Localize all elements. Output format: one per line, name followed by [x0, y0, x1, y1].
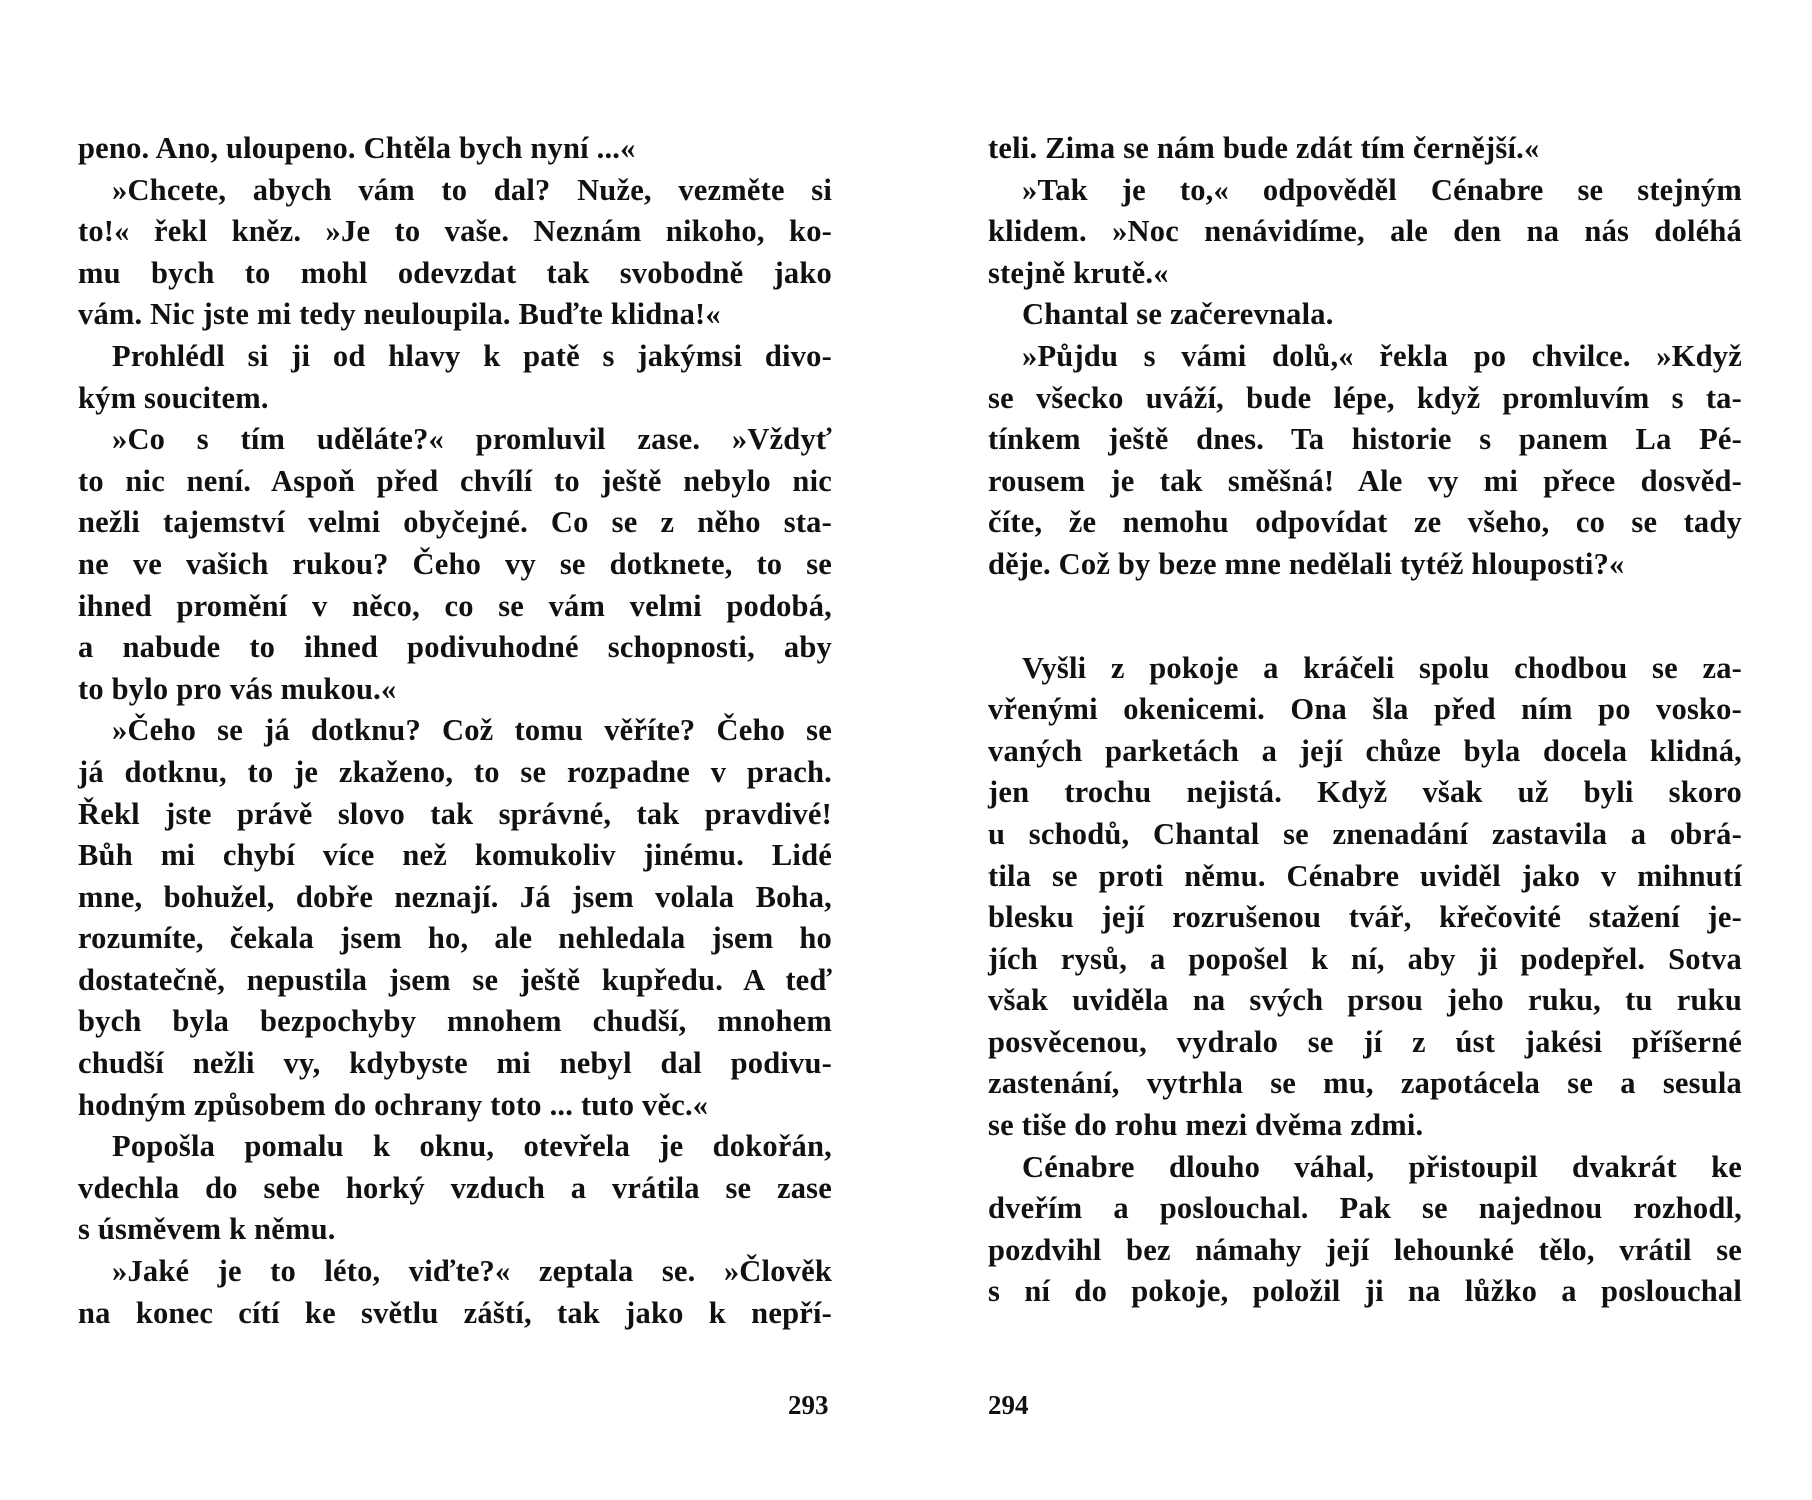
text-line: stejně krutě.«	[988, 255, 1169, 290]
text-line: posvěcenou, vydralo se jí z úst jakési příšerné	[988, 1024, 1742, 1059]
text-line: se tiše do rohu mezi dvěma zdmi.	[988, 1108, 1424, 1143]
section-break	[988, 586, 1742, 648]
text-line: s ní do pokoje, položil ji na lůžko a poslouchal	[988, 1274, 1742, 1309]
text-line: rozumíte, čekala jsem ho, ale nehledala jsem ho	[78, 921, 832, 956]
right-page-text-before-break	[988, 128, 1742, 586]
text-line: ihned promění v něco, co se vám velmi podobá,	[78, 588, 832, 623]
text-line: to nic není. Aspoň před chvílí to ještě nebylo nic	[78, 463, 832, 498]
text-line: chudší nežli vy, kdybyste mi nebyl dal podivu-	[78, 1046, 832, 1081]
text-line: ne ve vašich rukou? Čeho vy se dotknete, to se	[78, 546, 832, 581]
text-line: na konec cítí ke světlu záští, tak jako k nepří-	[78, 1295, 832, 1330]
text-line: a nabude to ihned podivuhodné schopnosti, aby	[78, 630, 832, 665]
text-line: klidem. »Noc nenávidíme, ale den na nás doléhá	[988, 214, 1742, 249]
text-line: »Půjdu s vámi dolů,« řekla po chvilce. »Když	[1022, 338, 1742, 373]
text-line: zastenání, vytrhla se mu, zapotácela se a sesula	[988, 1066, 1742, 1101]
text-line: blesku její rozrušenou tvář, křečovité stažení je-	[988, 900, 1742, 935]
text-line: jen trochu nejistá. Když však už byli skoro	[988, 775, 1742, 810]
text-line: Popošla pomalu k oknu, otevřela je dokořán,	[112, 1129, 832, 1164]
text-line: vdechla do sebe horký vzduch a vrátila se zase	[78, 1170, 832, 1205]
text-line: děje. Což by beze mne nedělali tytéž hlouposti?«	[988, 546, 1625, 581]
text-line: tila se proti němu. Cénabre uviděl jako v mihnutí	[988, 858, 1742, 893]
text-line: pozdvihl bez námahy její lehounké tělo, vrátil se	[988, 1232, 1742, 1267]
text-line: bych byla bezpochyby mnohem chudší, mnohem	[78, 1004, 832, 1039]
text-line: »Chcete, abych vám to dal? Nuže, vezměte si	[112, 172, 832, 207]
text-line: peno. Ano, uloupeno. Chtěla bych nyní ...«	[78, 131, 636, 165]
text-line: vám. Nic jste mi tedy neuloupila. Buďte klidna!«	[78, 297, 721, 332]
text-line: tínkem ještě dnes. Ta historie s panem La Pé-	[988, 422, 1742, 457]
text-line: »Jaké je to léto, viďte?« zeptala se. »Člověk	[112, 1254, 832, 1289]
text-line: se všecko uváží, bude lépe, když promluvím s ta-	[988, 380, 1742, 415]
text-line: to bylo pro vás mukou.«	[78, 671, 397, 706]
right-page-text	[988, 128, 1742, 1313]
text-line: však uviděla na svých prsou jeho ruku, tu ruku	[988, 983, 1742, 1018]
text-line: Chantal se začerevnala.	[1022, 297, 1334, 332]
text-line: vřenými okenicemi. Ona šla před ním po vosko-	[988, 692, 1742, 727]
text-line: teli. Zima se nám bude zdát tím černější.«	[988, 131, 1540, 165]
text-line: dostatečně, nepustila jsem se ještě kupředu. A teď	[78, 962, 832, 997]
text-line: jích rysů, a popošel k ní, aby ji podepřel. Sotva	[988, 941, 1742, 976]
page-number-left: 293	[788, 1390, 829, 1420]
text-line: kým soucitem.	[78, 380, 269, 415]
text-line: u schodů, Chantal se znenadání zastavila a obrá-	[988, 816, 1742, 851]
text-line: Cénabre dlouho váhal, přistoupil dvakrát ke	[1022, 1149, 1742, 1184]
text-line: Prohlédl si ji od hlavy k patě s jakýmsi divo-	[112, 338, 832, 373]
text-line: vaných parketách a její chůze byla docela klidná,	[988, 733, 1742, 768]
page-number-right: 294	[988, 1390, 1029, 1420]
text-line: to!« řekl kněz. »Je to vaše. Neznám nikoho, ko-	[78, 214, 832, 249]
text-line: »Čeho se já dotknu? Což tomu věříte? Čeho se	[112, 713, 832, 748]
text-line: Bůh mi chybí více než komukoliv jinému. Lidé	[78, 838, 832, 873]
text-line: já dotknu, to je zkaženo, to se rozpadne v prach.	[78, 754, 832, 789]
text-line: rousem je tak směšná! Ale vy mi přece dosvěd-	[988, 463, 1742, 498]
text-line: hodným způsobem do ochrany toto ... tuto věc.«	[78, 1087, 709, 1122]
right-page	[906, 0, 1812, 1500]
text-line: mne, bohužel, dobře neznají. Já jsem volala Boha,	[78, 879, 832, 914]
text-line: mu bych to mohl odevzdat tak svobodně jako	[78, 255, 832, 290]
text-line: dveřím a poslouchal. Pak se najednou rozhodl,	[988, 1191, 1742, 1226]
right-page-text-after-break	[988, 648, 1742, 1314]
text-line: číte, že nemohu odpovídat ze všeho, co se tady	[988, 505, 1742, 540]
text-line: Vyšli z pokoje a kráčeli spolu chodbou se za-	[1022, 650, 1742, 685]
text-line: »Tak je to,« odpověděl Cénabre se stejným	[1022, 172, 1742, 207]
text-line: »Co s tím uděláte?« promluvil zase. »Vždyť	[112, 422, 832, 457]
text-line: Řekl jste právě slovo tak správné, tak pravdivé!	[78, 796, 832, 831]
text-line: s úsměvem k němu.	[78, 1212, 336, 1247]
left-page-text	[78, 128, 832, 1334]
text-line: nežli tajemství velmi obyčejné. Co se z něho sta-	[78, 505, 832, 540]
